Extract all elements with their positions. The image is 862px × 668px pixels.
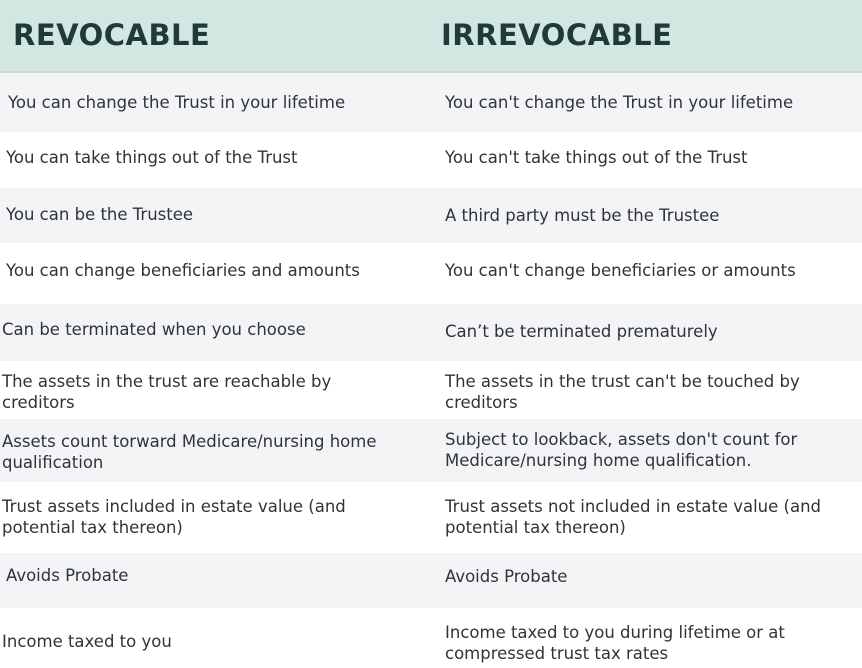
irrevocable-cell: Can’t be terminated prematurely	[445, 322, 718, 341]
table-row	[0, 304, 862, 361]
revocable-cell: Can be terminated when you choose	[2, 320, 306, 339]
irrevocable-cell: The assets in the trust can't be touched by creditors	[445, 372, 800, 412]
table-row	[0, 243, 862, 304]
irrevocable-heading: IRREVOCABLE	[441, 18, 673, 52]
table-row	[0, 361, 862, 419]
revocable-cell: Income taxed to you	[2, 632, 172, 651]
table-row	[0, 608, 862, 668]
irrevocable-cell: You can't change beneficiaries or amounts	[445, 261, 796, 280]
irrevocable-cell: Subject to lookback, assets don't count for Medicare/nursing home qualification.	[445, 430, 798, 470]
table-row	[0, 188, 862, 243]
irrevocable-cell: You can't take things out of the Trust	[445, 148, 748, 167]
irrevocable-cell: You can't change the Trust in your lifetime	[445, 93, 794, 112]
revocable-cell: The assets in the trust are reachable by creditors	[2, 372, 332, 412]
revocable-cell: You can change the Trust in your lifetime	[8, 93, 346, 112]
irrevocable-cell: Income taxed to you during lifetime or at compressed trust tax rates	[445, 623, 785, 663]
revocable-cell: Trust assets included in estate value (and potential tax thereon)	[2, 497, 346, 537]
table-row	[0, 419, 862, 482]
table-row	[0, 482, 862, 553]
revocable-cell: You can change beneficiaries and amounts	[6, 261, 360, 280]
irrevocable-cell: Avoids Probate	[445, 567, 568, 586]
table-row	[0, 132, 862, 188]
table-row	[0, 553, 862, 608]
revocable-heading: REVOCABLE	[13, 18, 211, 52]
table-header	[0, 0, 862, 73]
irrevocable-cell: Trust assets not included in estate value (and potential tax thereon)	[445, 497, 822, 537]
revocable-cell: You can be the Trustee	[6, 205, 194, 224]
table-row	[0, 73, 862, 132]
irrevocable-cell: A third party must be the Trustee	[445, 206, 720, 225]
revocable-cell: Avoids Probate	[6, 566, 129, 585]
revocable-cell: You can take things out of the Trust	[6, 148, 298, 167]
revocable-cell: Assets count torward Medicare/nursing home qualification	[2, 432, 377, 472]
